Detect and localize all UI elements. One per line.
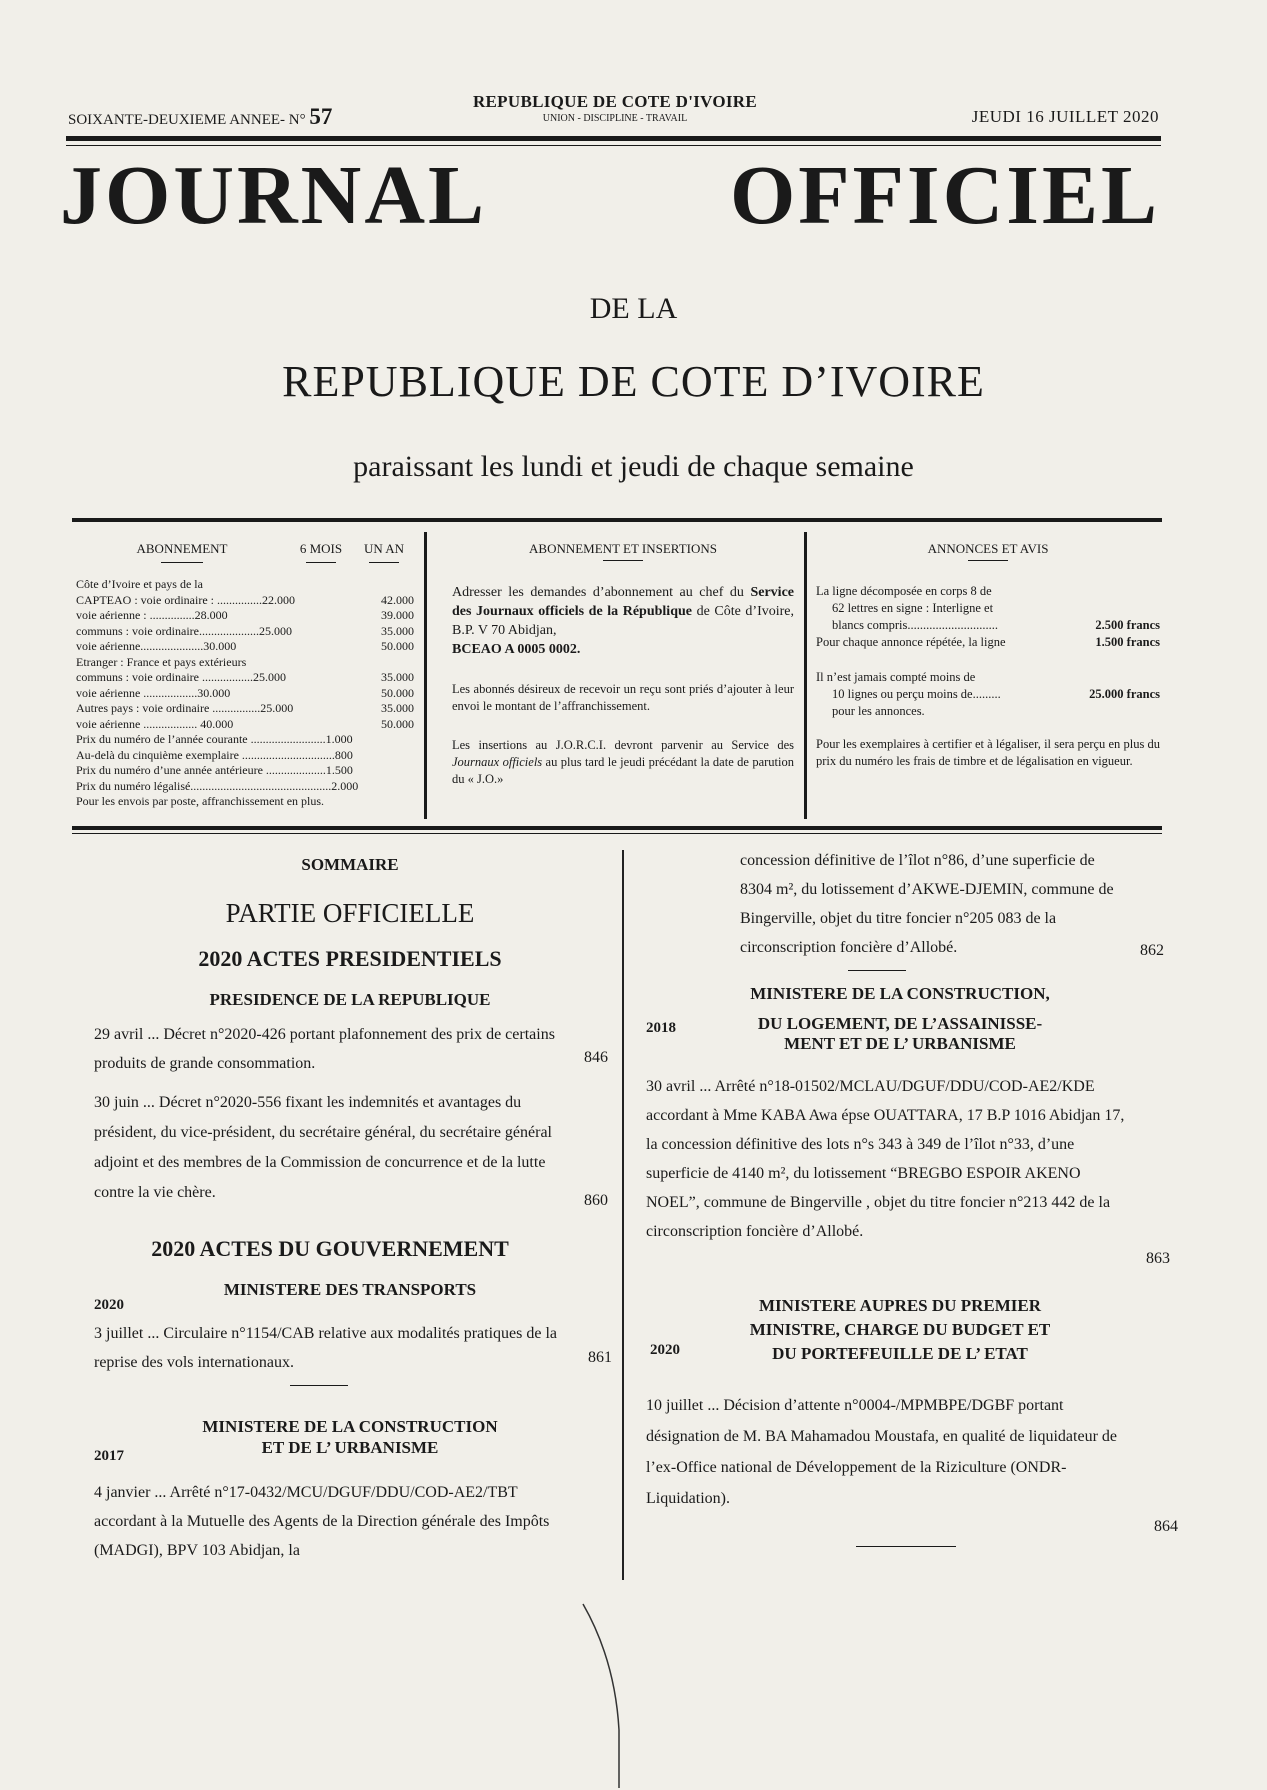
- abo-label: Etranger : France et pays extérieurs: [76, 654, 247, 669]
- abo-value: [368, 577, 414, 593]
- insertions-receipt: Les abonnés désireux de recevoir un reçu sont priés d’ajouter à leur envoi le montant de l’affranchissement.: [452, 682, 794, 713]
- toc-separator: [856, 1546, 956, 1547]
- year-label: 2018: [646, 1020, 676, 1036]
- entry-text: Arrêté n°17-0432/MCU/DGUF/DDU/COD-AE2/TBT accordant à la Mutuelle des Agents de la Direction générale des Impôts (MADGI), BPV 103 Abidjan, la: [94, 1484, 550, 1559]
- annonces-legalisation: Pour les exemplaires à certifier et à légaliser, il sera perçu en plus du prix du numéro les frais de timbre et de légalisation en vigueur.: [816, 737, 1160, 768]
- insertions-address-text: Adresser les demandes d’abonnement au chef du: [452, 585, 751, 600]
- col-1an: UN AN: [363, 541, 405, 556]
- toc-separator: [848, 970, 906, 971]
- entry-page: 846: [584, 1049, 608, 1066]
- ministry-heading: MINISTERE AUPRES DU PREMIER: [759, 1296, 1041, 1315]
- abo-row: [76, 748, 414, 764]
- edition-number: [68, 104, 332, 130]
- col-6mois: 6 MOIS: [299, 541, 343, 556]
- abo-row: [76, 732, 414, 748]
- entry-text: Circulaire n°1154/CAB relative aux modalités pratiques de la reprise des vols internationaux.: [94, 1325, 558, 1371]
- abonnement-table: [76, 577, 414, 810]
- column-divider: [622, 850, 624, 1580]
- abo-label: Au-delà du cinquième exemplaire ...............................800: [76, 747, 353, 762]
- annonces-price-row: [816, 634, 1160, 651]
- annonces-title: ANNONCES ET AVIS: [927, 541, 1049, 556]
- toc-entry: [94, 1319, 564, 1377]
- abo-value: 39.000: [381, 608, 414, 622]
- abo-row: [76, 763, 414, 779]
- partie-officielle: PARTIE OFFICIELLE: [225, 898, 475, 928]
- abo-row: [76, 794, 414, 810]
- masthead-word-journal: JOURNAL: [60, 149, 483, 242]
- entry-text: Décret n°2020-556 fixant les indemnités et avantages du président, du vice-président, du secrétaire général, du secrétaire général adjoint et des membres de la Commission de concurrence et de la lutte contre la vie chère.: [94, 1094, 552, 1201]
- price-value: 2.500 francs: [1095, 618, 1160, 632]
- abonnement-header: [76, 528, 414, 557]
- abo-label: CAPTEAO : voie ordinaire : ...............22.000: [76, 592, 295, 607]
- abo-label: communs : voie ordinaire .................25.000: [76, 670, 286, 684]
- abo-label: Prix du numéro légalisé...............................................2.000: [76, 778, 359, 793]
- annonces-line: 62 lettres en signe : Interligne et: [832, 601, 994, 615]
- abo-row: [76, 655, 414, 671]
- abo-value: [368, 655, 414, 671]
- abo-label: voie aérienne : ...............28.000: [76, 608, 228, 622]
- deadline-text-a: Les insertions au J.O.R.C.I. devront parvenir au Service des: [452, 738, 794, 752]
- entry-page: 863: [1146, 1250, 1170, 1267]
- price-value: 25.000 francs: [1089, 687, 1160, 701]
- abo-row: [76, 639, 414, 655]
- entry-page: 862: [1140, 942, 1164, 959]
- abo-label: Pour les envois par poste, affranchissement en plus.: [76, 794, 325, 808]
- toc-entry: [94, 1478, 574, 1565]
- abo-value: 35.000: [381, 670, 414, 684]
- insertions-deadline: [452, 737, 794, 788]
- annonces-column: [816, 528, 1160, 823]
- abo-row: [76, 670, 414, 686]
- abo-row: [76, 593, 414, 609]
- masthead-republic: REPUBLIQUE DE COTE D’IVOIRE: [282, 357, 985, 406]
- box-divider: [424, 532, 427, 819]
- insertions-address-tail: de Côte d’Ivoire, B.P. V 70 Abidjan,: [452, 604, 794, 638]
- abo-value: 50.000: [381, 685, 414, 700]
- presidence-heading: PRESIDENCE DE LA REPUBLIQUE: [209, 990, 491, 1009]
- ministry-heading: DU PORTEFEUILLE DE L’ ETAT: [772, 1344, 1028, 1363]
- ministry-heading: ET DE L’ URBANISME: [261, 1438, 439, 1457]
- entry-text: Arrêté n°18-01502/MCLAU/DGUF/DDU/COD-AE2/KDE accordant à Mme KABA Awa épse OUATTARA, 17 B.P 1016 Abidjan 17, la concession définitive des lots n°s 343 à 349 de l’îlot n°33, d’une superficie de 4140 m², du lotissement “BREGBO ESPOIR AKENO NOEL”, commune de Bingerville , objet du titre foncier n°213 442 de la circonscription foncière d’Allobé.: [646, 1078, 1125, 1240]
- abo-value: 42.000: [381, 592, 414, 607]
- box-divider: [804, 532, 807, 819]
- entry-page: 861: [588, 1349, 612, 1366]
- entry-date: 3 juillet ...: [94, 1325, 160, 1342]
- insertions-address: [452, 583, 794, 659]
- abo-label: Autres pays : voie ordinaire ................25.000: [76, 701, 294, 715]
- entry-continuation: concession définitive de l’îlot n°86, d’une superficie de 8304 m², du lotissement d’AKWE-DJEMIN, commune de Bingerville, objet du titre foncier n°205 083 de la circonscription foncière d’Allobé.: [740, 852, 1114, 956]
- abo-label: Côte d’Ivoire et pays de la: [76, 577, 203, 591]
- abo-row: [76, 701, 414, 717]
- toc-entry: [94, 1088, 564, 1208]
- actes-gouvernement: 2020 ACTES DU GOUVERNEMENT: [151, 1236, 509, 1261]
- deadline-italic: Journaux officiels: [452, 755, 543, 769]
- annonces-line: La ligne décomposée en corps 8 de: [816, 584, 992, 598]
- entry-page: 860: [584, 1192, 608, 1209]
- box-bottom-rule-thin: [72, 833, 1162, 834]
- ministry-heading: MENT ET DE L’ URBANISME: [784, 1034, 1016, 1053]
- abo-label: Prix du numéro de l’année courante .........................1.000: [76, 732, 353, 746]
- year-label: 2020: [94, 1297, 124, 1313]
- entry-date: 10 juillet ...: [646, 1397, 720, 1414]
- header-rule: [66, 136, 1161, 141]
- abo-row: [76, 779, 414, 795]
- annonces-line: blancs compris.............................: [832, 618, 998, 632]
- abo-label: voie aérienne .................. 40.000: [76, 716, 234, 731]
- ministry-heading: MINISTERE DE LA CONSTRUCTION: [202, 1417, 498, 1436]
- abo-row: [76, 624, 414, 640]
- ministry-heading: DU LOGEMENT, DE L’ASSAINISSE-: [757, 1014, 1043, 1033]
- abo-label: Prix du numéro d’une année antérieure ....................1.500: [76, 763, 353, 777]
- abo-value: 35.000: [381, 701, 414, 715]
- actes-presidentiels: 2020 ACTES PRESIDENTIELS: [198, 946, 502, 971]
- annonces-price-row: [816, 617, 1160, 634]
- masthead-frequency: paraissant les lundi et jeudi de chaque semaine: [353, 450, 914, 483]
- entry-date: 30 avril ...: [646, 1078, 712, 1095]
- ministry-heading: MINISTRE, CHARGE DU BUDGET ET: [749, 1320, 1051, 1339]
- republic-name: REPUBLIQUE DE COTE D'IVOIRE: [472, 92, 758, 111]
- price-value: 1.500 francs: [1095, 635, 1160, 649]
- abo-row: [76, 608, 414, 624]
- abo-row: [76, 577, 414, 593]
- abo-label: voie aérienne ..................30.000: [76, 685, 231, 700]
- entry-page: 864: [1154, 1518, 1178, 1535]
- sommaire-title: SOMMAIRE: [301, 855, 399, 874]
- issue-number: 57: [309, 104, 333, 129]
- deadline-text-b: au plus tard le jeudi précédant la date de parution du « J.O.»: [452, 755, 794, 786]
- abo-row: [76, 717, 414, 733]
- annonces-line: 10 lignes ou perçu moins de.........: [832, 687, 1001, 701]
- masthead-de-la: DE LA: [589, 292, 678, 325]
- abo-row: [76, 686, 414, 702]
- toc-entry: [646, 1390, 1126, 1514]
- annonces-line: pour les annonces.: [832, 704, 925, 718]
- entry-date: 4 janvier ...: [94, 1484, 167, 1501]
- abo-label: voie aérienne.....................30.000: [76, 639, 237, 653]
- insertions-title: ABONNEMENT ET INSERTIONS: [529, 541, 717, 556]
- box-top-rule: [72, 518, 1162, 522]
- annonces-line: Pour chaque annonce répétée, la ligne: [816, 635, 1006, 649]
- masthead-title: [60, 149, 1160, 242]
- entry-date: 29 avril ...: [94, 1026, 160, 1043]
- year-label: 2020: [650, 1342, 680, 1358]
- annonces-price-row: [816, 686, 1160, 703]
- abonnement-column: [76, 528, 414, 823]
- abo-value: 50.000: [381, 639, 414, 653]
- abo-label: communs : voie ordinaire....................25.000: [76, 623, 292, 638]
- republic-motto: UNION - DISCIPLINE - TRAVAIL: [542, 113, 688, 124]
- entry-text: Décret n°2020-426 portant plafonnement des prix de certains produits de grande consommation.: [94, 1026, 555, 1072]
- toc-separator: [290, 1385, 348, 1386]
- ministry-heading: MINISTERE DES TRANSPORTS: [223, 1280, 477, 1299]
- abonnement-title: ABONNEMENT: [136, 541, 228, 556]
- toc-entry: [646, 1072, 1126, 1246]
- abo-value: 50.000: [381, 716, 414, 731]
- subscription-box: [72, 528, 1162, 823]
- issue-date: JEUDI 16 JUILLET 2020: [971, 107, 1159, 126]
- header-rule-thin: [66, 145, 1161, 146]
- abo-value: 35.000: [381, 623, 414, 638]
- insertions-column: [452, 528, 794, 823]
- insertions-service: Service des Journaux officiels de la République: [452, 585, 794, 619]
- masthead-word-officiel: OFFICIEL: [729, 149, 1160, 242]
- pen-mark: [575, 1600, 635, 1790]
- insertions-bceao: BCEAO A 0005 0002.: [452, 642, 581, 657]
- box-bottom-rule: [72, 826, 1162, 830]
- ministry-heading: MINISTERE DE LA CONSTRUCTION,: [750, 984, 1050, 1003]
- edition-prefix: SOIXANTE-DEUXIEME ANNEE- N°: [68, 112, 306, 128]
- republic-header: [410, 92, 820, 124]
- annonces-line: Il n’est jamais compté moins de: [816, 670, 976, 684]
- toc-entry: [94, 1020, 564, 1078]
- entry-text: Décision d’attente n°0004-/MPMBPE/DGBF portant désignation de M. BA Mahamadou Moustafa, en qualité de liquidateur de l’ex-Office national de Développement de la Riziculture (ONDR-Liquidation).: [646, 1397, 1117, 1507]
- year-label: 2017: [94, 1448, 124, 1464]
- entry-date: 30 juin ...: [94, 1094, 155, 1111]
